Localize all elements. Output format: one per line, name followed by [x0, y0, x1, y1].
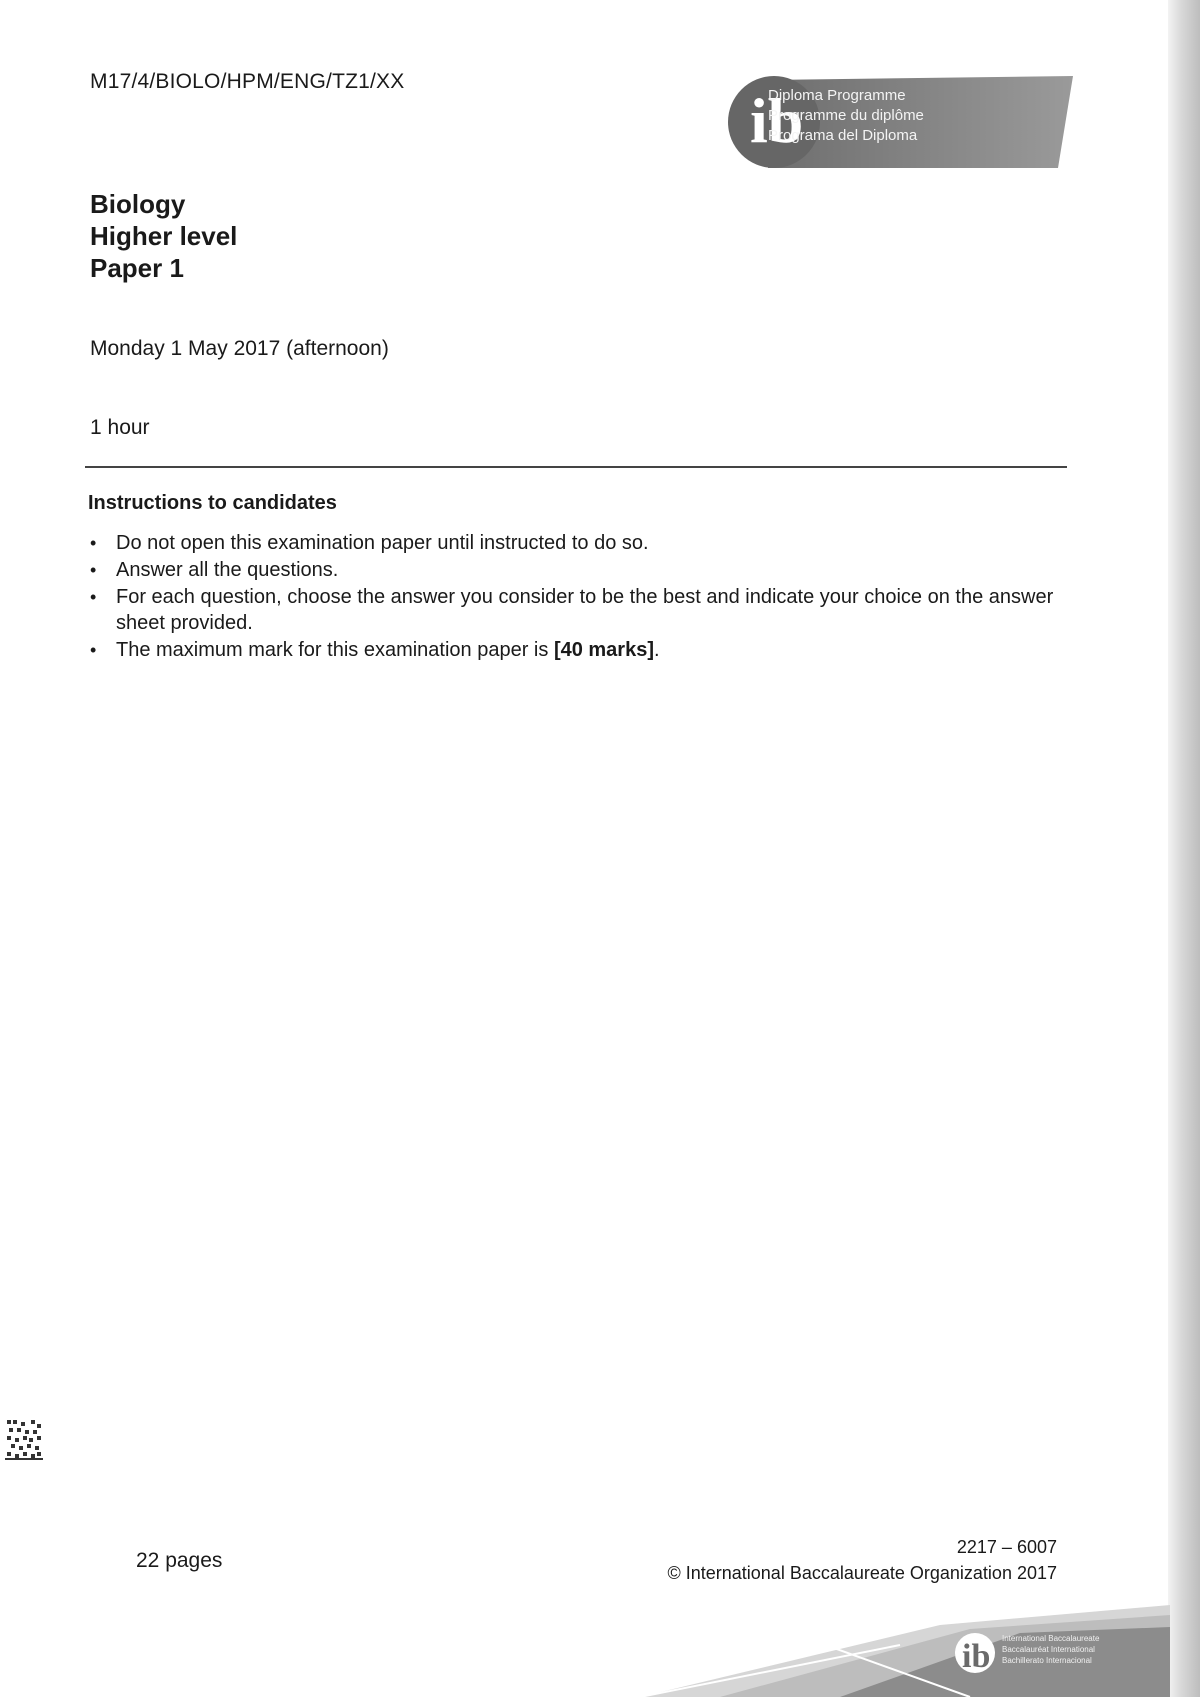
- bullet-icon: •: [90, 640, 97, 660]
- footer-logo-line-1: International Baccalaureate: [1002, 1634, 1100, 1643]
- svg-text:ib: ib: [750, 85, 804, 156]
- footer-logo-line-2: Baccalauréat International: [1002, 1645, 1095, 1654]
- instruction-item: • Do not open this examination paper until instructed to do so.: [90, 532, 649, 554]
- paper-code: M17/4/BIOLO/HPM/ENG/TZ1/XX: [90, 70, 405, 93]
- bullet-icon: •: [90, 533, 97, 553]
- paper-title-block: [90, 188, 237, 284]
- ibo-footer-logo: [640, 1605, 1170, 1697]
- logo-line-2: Programme du diplôme: [768, 107, 924, 124]
- max-marks: [40 marks]: [553, 639, 654, 661]
- page-edge-shadow: [1168, 0, 1200, 1697]
- exam-date: Monday 1 May 2017 (afternoon): [90, 337, 389, 360]
- instruction-item: • Answer all the questions.: [90, 559, 339, 581]
- paper-number: Paper 1: [90, 253, 184, 283]
- bullet-icon: •: [90, 560, 97, 580]
- level-title: Higher level: [90, 221, 238, 251]
- instruction-item: • For each question, choose the answer you consider to be the best and indicate your choice on the answer sheet provided.: [90, 586, 1054, 634]
- datamatrix-code-icon: [5, 1418, 43, 1462]
- footer-code: 2217 – 6007: [956, 1537, 1057, 1557]
- copyright-notice: © International Baccalaureate Organization 2017: [667, 1563, 1057, 1583]
- page-count: 22 pages: [136, 1549, 223, 1572]
- instruction-item: • The maximum mark for this examination paper is [40 marks].: [90, 639, 660, 661]
- logo-line-3: Programa del Diploma: [768, 127, 918, 144]
- bullet-icon: •: [90, 587, 97, 607]
- subject-title: Biology: [90, 189, 186, 219]
- instructions-list: [88, 530, 1058, 664]
- divider-line: [85, 466, 1067, 468]
- exam-duration: 1 hour: [90, 416, 150, 439]
- instructions-heading: Instructions to candidates: [88, 492, 337, 514]
- ib-diploma-logo: [728, 76, 1073, 168]
- footer-info: [667, 1534, 1057, 1586]
- logo-line-1: Diploma Programme: [768, 87, 906, 104]
- svg-text:ib: ib: [962, 1638, 991, 1675]
- footer-logo-line-3: Bachillerato Internacional: [1002, 1656, 1092, 1665]
